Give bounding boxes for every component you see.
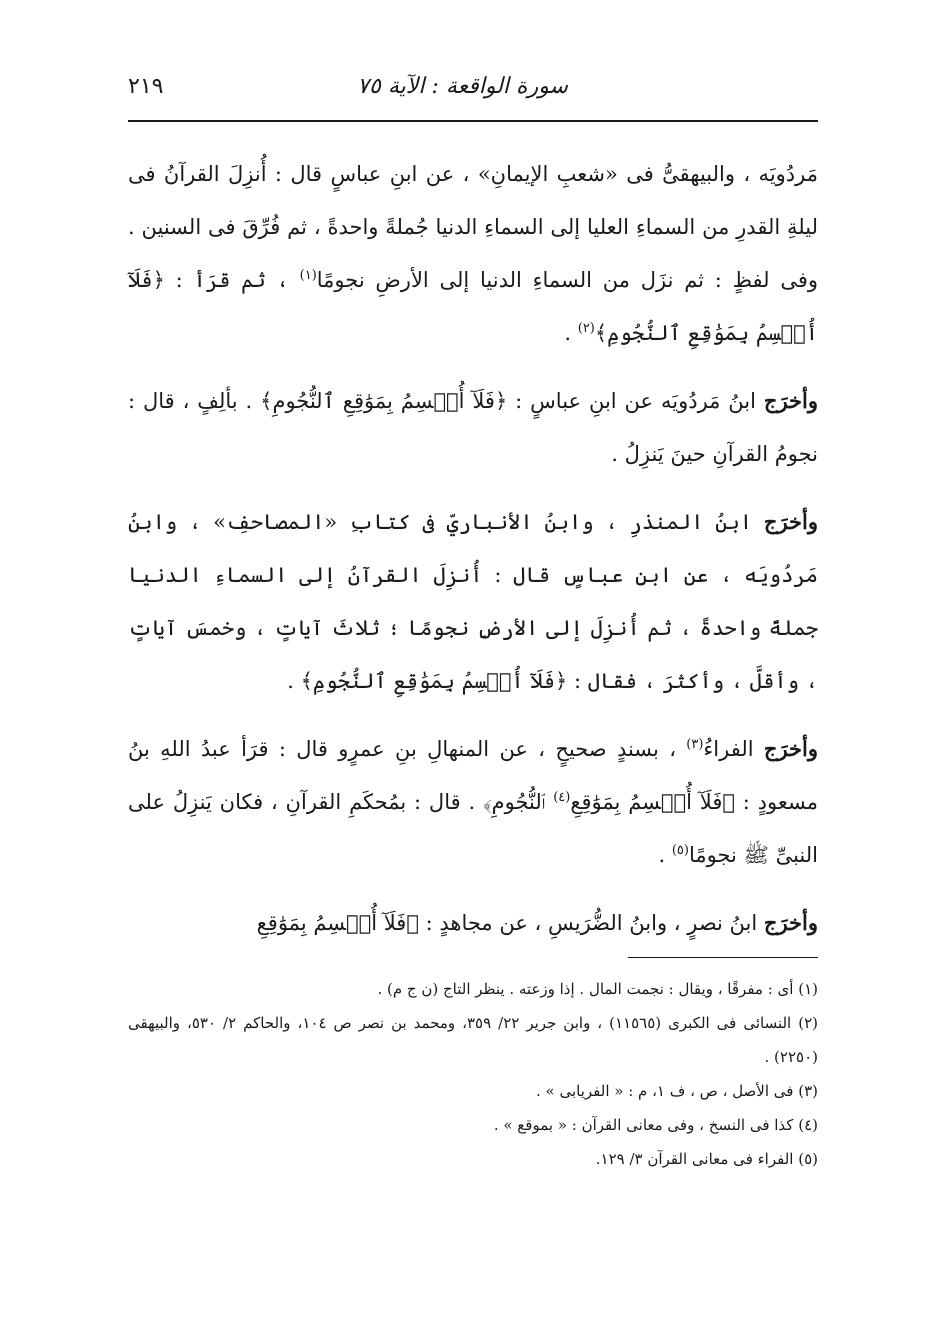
footnote-2: (٢) النسائى فى الكبرى (١١٥٦٥) ، وابن جرير ٢٢/ ٣٥٩، ومحمد بن نصر ص ١٠٤، والحاكم ٢/ ٥٣٠، والبيهقى (٢٢٥٠) . <box>128 1014 818 1066</box>
paragraph-text: الفراءُ <box>703 737 764 761</box>
footnotes <box>128 972 818 1176</box>
header-title: سورة الواقعة : الآية ٧٥ <box>357 74 568 99</box>
paragraph-text: . <box>564 321 578 345</box>
paragraph-4 <box>128 722 818 882</box>
running-header <box>128 70 818 110</box>
header-rule <box>128 120 818 122</box>
paragraph-text: ابنُ نصرٍ ، وابنُ الضُّرَيسِ ، عن مجاهدٍ : ﴿فَلَآ أُقۡسِمُ بِمَوَٰقِعِ <box>256 911 764 935</box>
paragraph-text: مَردُويَه ، والبيهقىُّ فى «شعبِ الإيمانِ» ، عن ابنِ عباسٍ قال : أُنزِلَ القرآنُ فى ليلةِ القدرِ من السماءِ العليا إلى السماءِ الدنيا جُملةً واحدةً ، ثم فُرِّقَ فى السنين . وفى لفظٍ : ثم نزَل من السماءِ الدنيا إلى الأرضِ نجومًا <box>128 162 818 292</box>
paragraph-5 <box>128 896 818 950</box>
paragraph-text: ، بسندٍ صحيحٍ ، عن المنهالِ بنِ عمرٍو قال : قرَأ عبدُ اللهِ بنُ مسعودٍ : ﴿فَلَآ أُقۡسِمُ بِمَوَٰقِعِ <box>128 737 818 814</box>
footnote-4: (٤) كذا فى النسخ ، وفى معانى القرآن : « بموقع » . <box>493 1116 818 1134</box>
footnote-1: (١) أى : مفرقًا ، ويقال : نجمت المال . إذا وزعته . ينظر التاج (ن ج م) . <box>377 980 818 998</box>
paragraph-3 <box>128 495 818 708</box>
paragraph-lead: وأخرَج <box>763 388 818 413</box>
paragraph-lead: وأخرَج <box>763 509 818 534</box>
paragraph-text: ابنُ مَردُويَه عن ابنِ عباسٍ : ﴿فَلَآ أُقۡسِمُ بِمَوَٰقِعِ ٱلنُّجُومِ﴾ . بألِفٍ ، قال : نجومُ القرآنِ حينَ يَنزِلُ . <box>128 389 818 466</box>
paragraph-text: ٱلنُّجُومِ﴾ . قال : بمُحكَمِ القرآنِ ، فكان يَنزِلُ على النبىِّ ﷺ نجومًا <box>128 790 818 867</box>
footnote-3: (٣) فى الأصل ، ص ، ف ١، م : « الفريابى » . <box>535 1082 818 1100</box>
paragraph-2 <box>128 374 818 481</box>
paragraph-1 <box>128 148 818 360</box>
footnote-ref-4: (٤) <box>553 790 571 805</box>
footnote-ref-2: (٢) <box>577 321 595 336</box>
paragraph-text: . <box>658 843 672 867</box>
footnote-ref-5: (٥) <box>671 843 689 858</box>
paragraph-text: ابنُ المنذرِ ، وابنُ الأنباريِّ فى كتابِ «المصاحفِ» ، وابنُ مَردُويَه ، عن ابنِ عباسٍ قال : أُنزِلَ القرآنُ إلى السماءِ الدنيا جملةً واحدةً ، ثم أُنزِلَ إلى الأرضِ نجومًا ؛ ثلاثَ آياتٍ ، وخمسَ آياتٍ ، وأقلَّ ، وأكثرَ ، فقال : ﴿فَلَآ أُقۡسِمُ بِمَوَٰقِعِ ٱلنُّجُومِ﴾ . <box>128 510 818 693</box>
main-text <box>128 148 818 950</box>
footnote-5: (٥) الفراء فى معانى القرآن ٣/ ١٢٩. <box>595 1150 818 1168</box>
paragraph-lead: وأخرَج <box>763 736 818 761</box>
footnote-separator <box>628 957 818 958</box>
footnote-ref-1: (١) <box>299 268 317 283</box>
paragraph-text: ، ثم قرَأ : ﴿فَلَآ أُقۡسِمُ بِمَوَٰقِعِ ٱلنُّجُومِ﴾ <box>128 268 818 345</box>
footnote-ref-3: (٣) <box>686 737 704 752</box>
paragraph-lead: وأخرَج <box>763 910 818 935</box>
page-number: ٢١٩ <box>128 74 164 99</box>
